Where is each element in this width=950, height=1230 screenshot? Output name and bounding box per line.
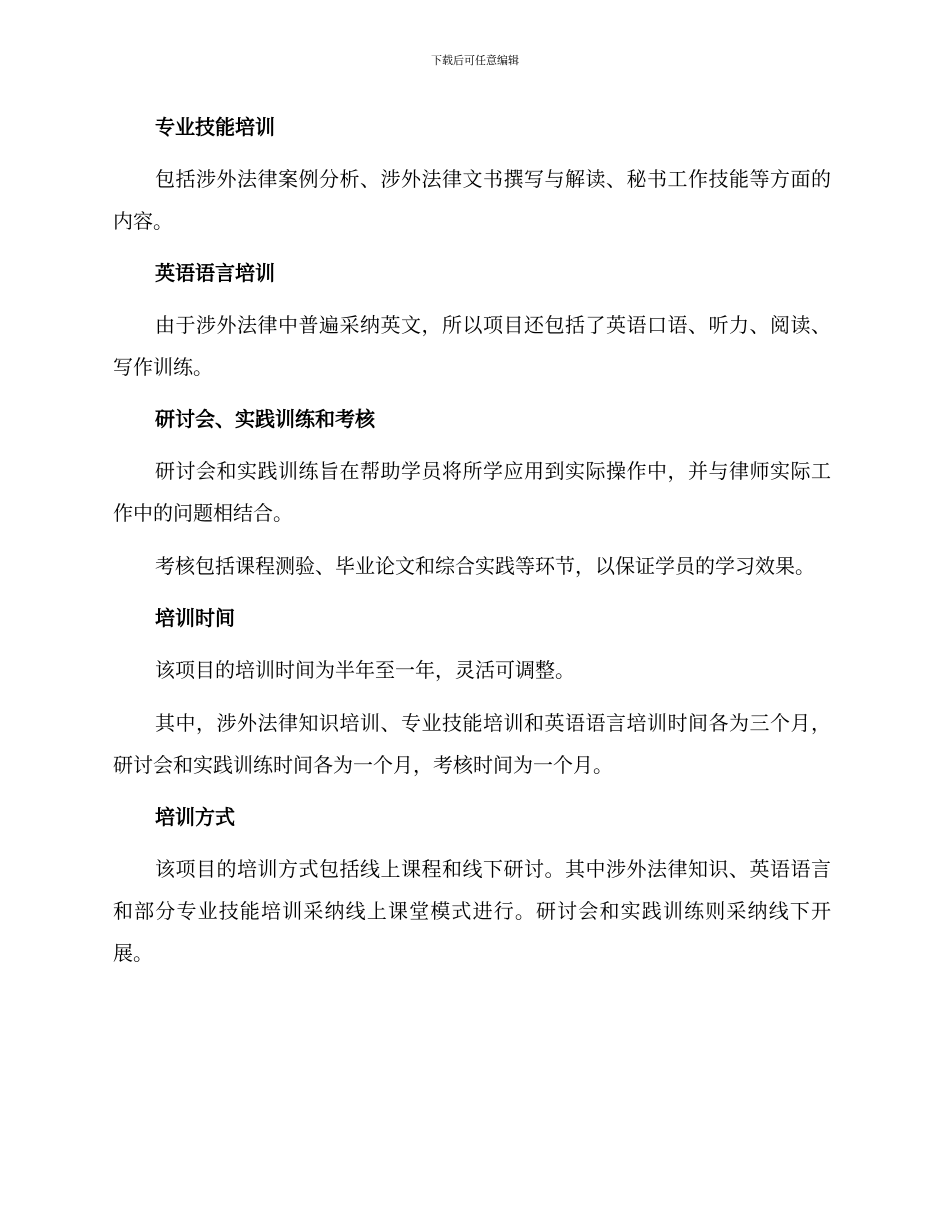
section-heading-english: 英语语言培训	[155, 261, 275, 285]
section-heading-skills: 专业技能培训	[155, 115, 275, 139]
paragraph: 该项目的培训方式包括线上课程和线下研讨。其中涉外法律知识、英语语言和部分专业技能培训采纳线上课堂模式进行。研讨会和实践训练则采纳线下开展。	[113, 857, 831, 965]
section-heading-method: 培训方式	[155, 805, 235, 829]
paragraph: 包括涉外法律案例分析、涉外法律文书撰写与解读、秘书工作技能等方面的内容。	[113, 167, 831, 233]
document-body	[113, 107, 831, 985]
paragraph: 由于涉外法律中普遍采纳英文，所以项目还包括了英语口语、听力、阅读、写作训练。	[113, 313, 831, 379]
section-heading-duration: 培训时间	[155, 606, 235, 630]
paragraph: 研讨会和实践训练旨在帮助学员将所学应用到实际操作中，并与律师实际工作中的问题相结合。	[113, 459, 831, 525]
paragraph: 考核包括课程测验、毕业论文和综合实践等环节，以保证学员的学习效果。	[155, 554, 815, 578]
paragraph: 其中，涉外法律知识培训、专业技能培训和英语语言培训时间各为三个月，研讨会和实践训练时间各为一个月，考核时间为一个月。	[113, 711, 831, 777]
section-heading-seminar: 研讨会、实践训练和考核	[155, 407, 375, 431]
paragraph: 该项目的培训时间为半年至一年，灵活可调整。	[155, 658, 575, 682]
page-header: 下载后可任意编辑	[431, 54, 519, 67]
